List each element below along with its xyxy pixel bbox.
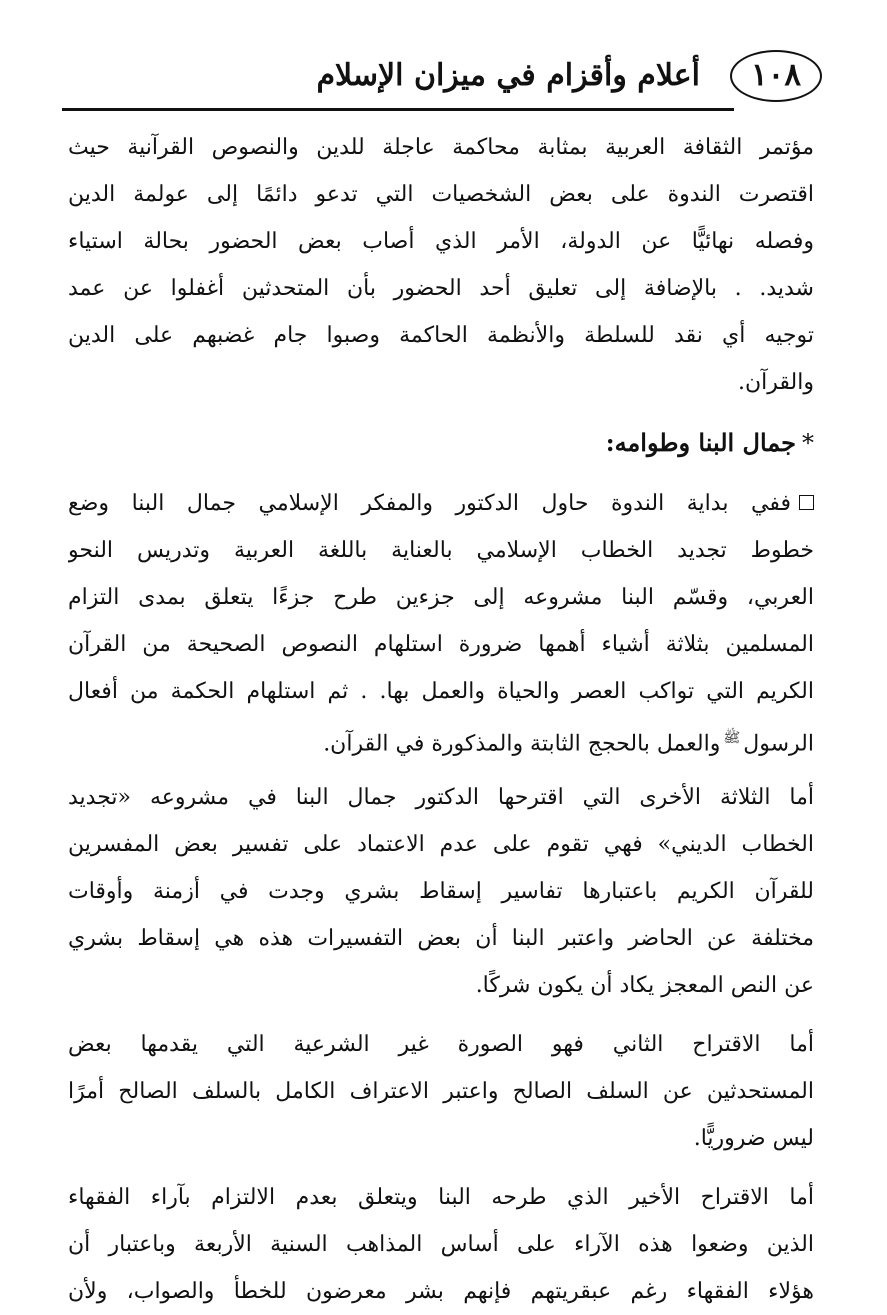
text-line: توجيه أي نقد للسلطة والأنظمة الحاكمة وصبوا جام غضبهم على الدين [68, 323, 814, 348]
text-line: للقرآن الكريم باعتبارها تفاسير إسقاط بشري وجدت في أزمنة وأوقات [68, 879, 814, 904]
text-line: ليس ضروريًّا. [693, 1126, 814, 1151]
paragraph [68, 480, 814, 762]
text-line-part: والعمل بالحجج الثابتة والمذكورة في القرآن. [323, 731, 721, 757]
text-line: والقرآن. [738, 370, 814, 395]
text-line: الخطاب الديني» فهي تقوم على عدم الاعتماد على تفسير بعض المفسرين [68, 832, 814, 857]
section-heading [68, 418, 814, 468]
text-line: العربي، وقسّم البنا مشروعه إلى جزءين طرح جزءًا يتعلق بمدى التزام [68, 585, 814, 610]
text-line: أما الثلاثة الأخرى التي اقترحها الدكتور جمال البنا في مشروعه «تجديد [68, 785, 814, 810]
text-line [68, 480, 814, 527]
page-number: ١٠٨ [730, 50, 822, 102]
body-text [68, 124, 814, 1315]
square-bullet-icon [799, 495, 814, 510]
text-line [68, 715, 814, 762]
text-line: خطوط تجديد الخطاب الإسلامي بالعناية باللغة العربية وتدريس النحو [68, 538, 814, 563]
text-line: اقتصرت الندوة على بعض الشخصيات التي تدعو دائمًا إلى عولمة الدين [68, 182, 814, 207]
text-line: مختلفة عن الحاضر واعتبر البنا أن بعض التفسيرات هذه هي إسقاط بشري [68, 926, 814, 951]
running-title: أعلام وأقزام في ميزان الإسلام [316, 58, 700, 93]
text-line: عن النص المعجز يكاد أن يكون شركًا. [475, 973, 814, 998]
text-line: شديد. . بالإضافة إلى تعليق أحد الحضور بأن المتحدثين أغفلوا عن عمد [68, 276, 814, 301]
text-line: المستحدثين عن السلف الصالح واعتبر الاعتراف الكامل بالسلف الصالح أمرًا [68, 1079, 814, 1104]
text-line: الذين وضعوا هذه الآراء على أساس المذاهب السنية الأربعة وباعتبار أن [68, 1232, 814, 1257]
paragraph [68, 774, 814, 1009]
section-heading-text: جمال البنا وطوامه: [605, 428, 796, 457]
text-line: أما الاقتراح الأخير الذي طرحه البنا ويتعلق بعدم الالتزام بآراء الفقهاء [68, 1185, 814, 1210]
paragraph [68, 124, 814, 406]
paragraph [68, 1021, 814, 1162]
text-line: وفصله نهائيًّا عن الدولة، الأمر الذي أصاب بعض الحضور بحالة استياء [68, 229, 814, 254]
text-line: مؤتمر الثقافة العربية بمثابة محاكمة عاجلة للدين والنصوص القرآنية حيث [68, 135, 814, 160]
text-line: الكريم التي تواكب العصر والحياة والعمل بها. . ثم استلهام الحكمة من أفعال [68, 679, 814, 704]
text-line: أما الاقتراح الثاني فهو الصورة غير الشرعية التي يقدمها بعض [68, 1032, 814, 1057]
page-header [62, 48, 822, 112]
text-line-content: ففي بداية الندوة حاول الدكتور والمفكر الإسلامي جمال البنا وضع [68, 491, 791, 516]
text-line-part: الرسول [743, 731, 814, 757]
header-rule [62, 108, 734, 111]
text-line: هؤلاء الفقهاء رغم عبقريتهم فإنهم بشر معرضون للخطأ والصواب، ولأن [68, 1279, 814, 1304]
honorific-symbol: ﷺ [723, 730, 741, 746]
text-line: المسلمين بثلاثة أشياء أهمها ضرورة استلهام النصوص الصحيحة من القرآن [68, 632, 814, 657]
paragraph [68, 1174, 814, 1315]
asterisk-marker: * [802, 429, 814, 457]
